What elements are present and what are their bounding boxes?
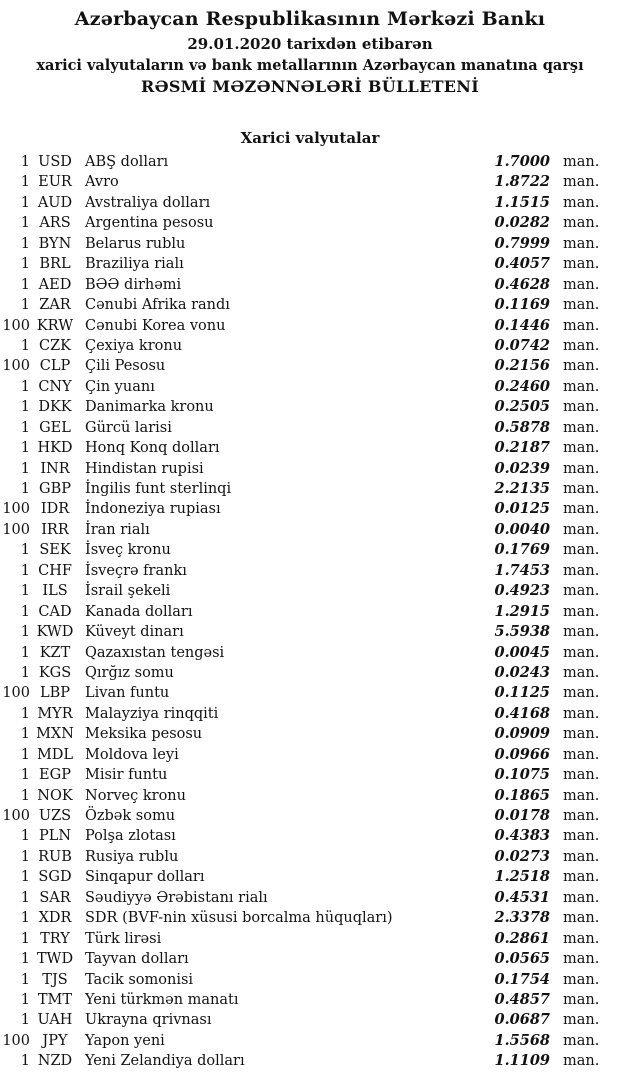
rate-row — [0, 990, 620, 1010]
rate-value-cell: 0.1754 — [494, 970, 550, 988]
quantity-cell: 1 — [20, 767, 30, 784]
quantity-cell: 1 — [20, 951, 30, 968]
rate-row — [0, 213, 620, 233]
unit-label-cell: man. — [563, 154, 600, 170]
currency-code-cell: BRL — [39, 256, 71, 273]
quantity-cell: 1 — [20, 664, 30, 681]
rate-row — [0, 418, 620, 438]
rate-row — [0, 786, 620, 806]
unit-label-cell: man. — [563, 869, 600, 886]
rate-row — [0, 152, 620, 172]
unit-label-cell: man. — [563, 828, 600, 845]
unit-label-cell: man. — [563, 1012, 600, 1029]
quantity-cell: 1 — [20, 276, 30, 293]
quantity-cell: 1 — [20, 991, 30, 1008]
currency-name-cell: Çili Pesosu — [85, 358, 166, 375]
currency-name-cell: Türk lirəsi — [85, 930, 162, 947]
rate-value-cell: 0.0045 — [494, 643, 550, 661]
currency-code-cell: KZT — [39, 644, 71, 661]
rate-row — [0, 602, 620, 622]
currency-code-cell: NZD — [37, 1053, 73, 1070]
rate-value-cell: 0.0273 — [494, 847, 550, 865]
scope-line: xarici valyutaların və bank metallarının Azərbaycan manatına qarşı — [36, 57, 584, 74]
unit-label-cell: man. — [563, 603, 600, 620]
rate-value-cell: 1.7453 — [494, 561, 550, 579]
quantity-cell: 1 — [20, 705, 30, 722]
currency-code-cell: ZAR — [39, 297, 71, 314]
rate-row — [0, 663, 620, 683]
unit-label-cell: man. — [563, 644, 600, 661]
currency-code-cell: EUR — [38, 174, 72, 191]
rate-row — [0, 561, 620, 581]
currency-name-cell: BƏƏ dirhəmi — [85, 276, 182, 293]
unit-label-cell: man. — [563, 419, 600, 436]
currency-code-cell: CNY — [38, 378, 72, 395]
currency-name-cell: Danimarka kronu — [85, 399, 214, 416]
currency-code-cell: GBP — [39, 481, 71, 497]
rate-value-cell: 0.2156 — [494, 357, 550, 375]
currency-name-cell: Çexiya kronu — [85, 337, 183, 354]
rate-row — [0, 234, 620, 254]
quantity-cell: 100 — [2, 808, 30, 824]
rate-row — [0, 929, 620, 949]
currency-code-cell: CLP — [39, 358, 71, 375]
unit-label-cell: man. — [563, 951, 600, 968]
rate-value-cell: 0.2187 — [494, 439, 550, 457]
currency-name-cell: Çin yuanı — [85, 378, 155, 395]
rate-value-cell: 0.0742 — [494, 336, 550, 354]
rate-value-cell: 0.1125 — [494, 684, 550, 702]
rate-value-cell: 0.0243 — [494, 663, 550, 681]
rate-row — [0, 643, 620, 663]
currency-name-cell: Özbək somu — [85, 808, 176, 824]
currency-code-cell: MDL — [36, 746, 74, 763]
rate-value-cell: 0.2460 — [494, 377, 550, 395]
currency-code-cell: KWD — [36, 624, 74, 641]
quantity-cell: 100 — [2, 501, 30, 518]
bank-name: Azərbaycan Respublikasının Mərkəzi Bankı — [74, 8, 546, 30]
unit-label-cell: man. — [563, 787, 600, 804]
currency-name-cell: Yeni Zelandiya dolları — [85, 1053, 245, 1070]
currency-name-cell: Malayziya rinqqiti — [85, 705, 219, 722]
currency-name-cell: ABŞ dolları — [85, 154, 169, 170]
currency-code-cell: LBP — [39, 685, 71, 702]
quantity-cell: 1 — [20, 889, 30, 906]
currency-name-cell: Misir funtu — [85, 767, 168, 784]
rate-row — [0, 745, 620, 765]
currency-name-cell: İsveç kronu — [85, 542, 171, 559]
bulletin-title: RƏSMİ MƏZƏNNƏLƏRİ BÜLLETENİ — [140, 77, 480, 96]
currency-name-cell: Honq Konq dolları — [85, 440, 220, 457]
currency-code-cell: GEL — [39, 419, 71, 436]
rate-value-cell: 1.5568 — [494, 1031, 550, 1049]
currency-name-cell: Qazaxıstan tengəsi — [85, 644, 225, 661]
rate-row — [0, 479, 620, 499]
currency-name-cell: Moldova leyi — [85, 746, 179, 763]
currency-name-cell: SDR (BVF-nin xüsusi borcalma hüquqları) — [85, 910, 393, 927]
rate-row — [0, 1031, 620, 1051]
unit-label-cell: man. — [563, 337, 600, 354]
currency-name-cell: İsrail şekeli — [85, 583, 171, 600]
quantity-cell: 1 — [20, 399, 30, 416]
quantity-cell: 1 — [20, 440, 30, 457]
rate-value-cell: 0.0178 — [494, 807, 550, 824]
quantity-cell: 1 — [20, 460, 30, 477]
currency-code-cell: HKD — [37, 440, 73, 457]
rate-value-cell: 5.5938 — [494, 623, 550, 641]
unit-label-cell: man. — [563, 583, 600, 600]
currency-code-cell: TRY — [40, 930, 70, 947]
rate-row — [0, 295, 620, 315]
currency-code-cell: USD — [38, 154, 72, 170]
rate-row — [0, 540, 620, 560]
effective-date-line: 29.01.2020 tarixdən etibarən — [187, 35, 433, 53]
currency-code-cell: MYR — [37, 705, 73, 722]
rate-row — [0, 949, 620, 969]
currency-code-cell: UZS — [38, 808, 72, 824]
quantity-cell: 100 — [2, 1032, 30, 1049]
rate-row — [0, 826, 620, 846]
rate-value-cell: 0.5878 — [494, 418, 550, 436]
currency-code-cell: IDR — [40, 501, 70, 518]
quantity-cell: 1 — [20, 481, 30, 497]
unit-label-cell: man. — [563, 889, 600, 906]
unit-label-cell: man. — [563, 194, 600, 211]
unit-label-cell: man. — [563, 746, 600, 763]
currency-code-cell: ARS — [39, 215, 71, 232]
unit-label-cell: man. — [563, 521, 600, 538]
currency-code-cell: MXN — [36, 726, 74, 743]
currency-name-cell: Gürcü larisi — [85, 419, 172, 436]
quantity-cell: 1 — [20, 194, 30, 211]
quantity-cell: 1 — [20, 542, 30, 559]
unit-label-cell: man. — [563, 848, 600, 865]
currency-name-cell: Meksika pesosu — [85, 726, 203, 743]
unit-label-cell: man. — [563, 685, 600, 702]
rate-value-cell: 0.7999 — [494, 234, 550, 252]
currency-code-cell: XDR — [38, 910, 72, 927]
currency-code-cell: EGP — [39, 767, 71, 784]
unit-label-cell: man. — [563, 767, 600, 784]
currency-code-cell: RUB — [38, 848, 72, 865]
rate-row — [0, 275, 620, 295]
currency-name-cell: İndoneziya rupiası — [85, 501, 221, 518]
currency-code-cell: CHF — [38, 562, 72, 579]
unit-label-cell: man. — [563, 1053, 600, 1070]
quantity-cell: 1 — [20, 154, 30, 170]
unit-label-cell: man. — [563, 501, 600, 518]
rate-row — [0, 172, 620, 192]
rate-value-cell: 0.2861 — [494, 929, 550, 947]
quantity-cell: 1 — [20, 644, 30, 661]
quantity-cell: 1 — [20, 624, 30, 641]
quantity-cell: 1 — [20, 971, 30, 988]
currency-code-cell: JPY — [42, 1032, 68, 1049]
rate-value-cell: 0.4383 — [494, 827, 550, 845]
rate-row — [0, 622, 620, 642]
rate-row — [0, 888, 620, 908]
quantity-cell: 100 — [2, 521, 30, 538]
currency-code-cell: SEK — [39, 542, 71, 559]
quantity-cell: 1 — [20, 235, 30, 252]
rate-value-cell: 0.1446 — [494, 316, 550, 334]
quantity-cell: 1 — [20, 256, 30, 273]
rate-value-cell: 0.4923 — [494, 582, 550, 600]
rate-value-cell: 2.3378 — [494, 909, 550, 927]
rate-value-cell: 1.2518 — [494, 868, 550, 886]
currency-code-cell: TWD — [36, 951, 74, 968]
currency-code-cell: BYN — [38, 235, 72, 252]
unit-label-cell: man. — [563, 358, 600, 375]
currency-name-cell: Norveç kronu — [85, 787, 186, 804]
currency-code-cell: UAH — [37, 1012, 73, 1029]
currency-name-cell: Küveyt dinarı — [85, 624, 184, 641]
rate-row — [0, 765, 620, 785]
currency-name-cell: Cənubi Afrika randı — [85, 297, 230, 314]
currency-code-cell: KGS — [38, 664, 72, 681]
currency-name-cell: Braziliya rialı — [85, 256, 184, 273]
rate-value-cell: 0.1865 — [494, 786, 550, 804]
currency-code-cell: CAD — [38, 603, 72, 620]
quantity-cell: 1 — [20, 787, 30, 804]
currency-name-cell: Yeni türkmən manatı — [85, 991, 239, 1008]
rate-row — [0, 254, 620, 274]
currency-code-cell: SGD — [38, 869, 72, 886]
rate-row — [0, 847, 620, 867]
rate-row — [0, 438, 620, 458]
rate-row — [0, 704, 620, 724]
unit-label-cell: man. — [563, 664, 600, 681]
rate-row — [0, 499, 620, 519]
rate-value-cell: 0.1075 — [494, 766, 550, 784]
rate-value-cell: 0.4628 — [494, 275, 550, 293]
rate-row — [0, 908, 620, 928]
unit-label-cell: man. — [563, 624, 600, 641]
currency-name-cell: Ukrayna qrivnası — [85, 1012, 212, 1029]
rate-value-cell: 0.0040 — [494, 520, 550, 538]
currency-name-cell: Rusiya rublu — [85, 848, 179, 865]
quantity-cell: 1 — [20, 828, 30, 845]
currency-code-cell: CZK — [38, 337, 71, 354]
rate-row — [0, 970, 620, 990]
unit-label-cell: man. — [563, 297, 600, 314]
currency-code-cell: PLN — [38, 828, 72, 845]
rate-value-cell: 0.2505 — [494, 398, 550, 416]
rate-value-cell: 0.4168 — [494, 704, 550, 722]
currency-name-cell: Səudiyyə Ərəbistanı rialı — [85, 889, 268, 906]
rate-value-cell: 0.0909 — [494, 725, 550, 743]
unit-label-cell: man. — [563, 726, 600, 743]
currency-name-cell: İsveçrə frankı — [85, 562, 187, 579]
currency-name-cell: Qırğız somu — [85, 664, 174, 681]
rate-value-cell: 0.0239 — [494, 459, 550, 477]
currency-code-cell: IRR — [41, 521, 69, 538]
rate-row — [0, 459, 620, 479]
currency-name-cell: Livan funtu — [85, 685, 170, 702]
unit-label-cell: man. — [563, 215, 600, 232]
quantity-cell: 1 — [20, 869, 30, 886]
currency-name-cell: Avstraliya dolları — [85, 194, 211, 211]
currency-name-cell: Tacik somonisi — [85, 971, 194, 988]
currency-name-cell: İran rialı — [85, 521, 150, 538]
quantity-cell: 100 — [2, 685, 30, 702]
rate-row — [0, 806, 620, 826]
quantity-cell: 1 — [20, 603, 30, 620]
currency-name-cell: Cənubi Korea vonu — [85, 317, 226, 334]
currency-code-cell: AED — [38, 276, 72, 293]
unit-label-cell: man. — [563, 174, 600, 191]
rate-row — [0, 316, 620, 336]
unit-label-cell: man. — [563, 991, 600, 1008]
rate-value-cell: 0.4057 — [494, 255, 550, 273]
rate-value-cell: 1.1515 — [494, 193, 550, 211]
document-header — [0, 0, 620, 98]
quantity-cell: 1 — [20, 419, 30, 436]
quantity-cell: 1 — [20, 910, 30, 927]
section-title-foreign-currencies: Xarici valyutalar — [240, 129, 380, 147]
currency-name-cell: Avro — [85, 174, 119, 191]
quantity-cell: 1 — [20, 848, 30, 865]
unit-label-cell: man. — [563, 481, 600, 497]
unit-label-cell: man. — [563, 705, 600, 722]
rate-row — [0, 520, 620, 540]
quantity-cell: 1 — [20, 215, 30, 232]
rate-row — [0, 336, 620, 356]
rate-value-cell: 2.2135 — [494, 480, 550, 497]
rate-value-cell: 1.2915 — [494, 602, 550, 620]
rate-row — [0, 1010, 620, 1030]
unit-label-cell: man. — [563, 399, 600, 416]
rate-value-cell: 0.0687 — [494, 1011, 550, 1029]
rate-row — [0, 397, 620, 417]
currency-code-cell: NOK — [37, 787, 73, 804]
currency-name-cell: Sinqapur dolları — [85, 869, 205, 886]
unit-label-cell: man. — [563, 930, 600, 947]
currency-name-cell: Belarus rublu — [85, 235, 186, 252]
unit-label-cell: man. — [563, 276, 600, 293]
currency-code-cell: DKK — [38, 399, 72, 416]
rate-row — [0, 356, 620, 376]
rate-value-cell: 0.1169 — [494, 296, 550, 314]
currency-name-cell: İngilis funt sterlinqi — [85, 481, 232, 497]
rate-value-cell: 0.0282 — [494, 214, 550, 232]
quantity-cell: 1 — [20, 746, 30, 763]
quantity-cell: 1 — [20, 378, 30, 395]
unit-label-cell: man. — [563, 235, 600, 252]
rate-value-cell: 1.1109 — [494, 1052, 550, 1070]
rate-value-cell: 0.0565 — [494, 950, 550, 968]
unit-label-cell: man. — [563, 562, 600, 579]
rate-value-cell: 0.4857 — [494, 990, 550, 1008]
unit-label-cell: man. — [563, 910, 600, 927]
exchange-rates-table — [0, 152, 620, 1072]
rate-value-cell: 1.8722 — [494, 173, 550, 191]
rate-value-cell: 0.4531 — [494, 888, 550, 906]
unit-label-cell: man. — [563, 460, 600, 477]
quantity-cell: 1 — [20, 562, 30, 579]
currency-code-cell: AUD — [37, 194, 73, 211]
unit-label-cell: man. — [563, 256, 600, 273]
quantity-cell: 1 — [20, 297, 30, 314]
unit-label-cell: man. — [563, 971, 600, 988]
rate-row — [0, 867, 620, 887]
unit-label-cell: man. — [563, 378, 600, 395]
rate-value-cell: 1.7000 — [494, 153, 550, 170]
quantity-cell: 1 — [20, 726, 30, 743]
currency-name-cell: Polşa zlotası — [85, 828, 176, 845]
currency-name-cell: Yapon yeni — [85, 1032, 165, 1049]
currency-name-cell: Argentina pesosu — [85, 215, 214, 232]
rate-row — [0, 377, 620, 397]
quantity-cell: 1 — [20, 583, 30, 600]
currency-code-cell: SAR — [39, 889, 71, 906]
currency-code-cell: KRW — [36, 317, 74, 334]
rate-row — [0, 683, 620, 703]
quantity-cell: 1 — [20, 1053, 30, 1070]
rate-value-cell: 0.0966 — [494, 745, 550, 763]
unit-label-cell: man. — [563, 1032, 600, 1049]
currency-name-cell: Hindistan rupisi — [85, 460, 204, 477]
rate-row — [0, 724, 620, 744]
currency-name-cell: Kanada dolları — [85, 603, 193, 620]
unit-label-cell: man. — [563, 440, 600, 457]
quantity-cell: 100 — [2, 317, 30, 334]
currency-code-cell: INR — [40, 460, 70, 477]
quantity-cell: 1 — [20, 337, 30, 354]
rate-value-cell: 0.1769 — [494, 541, 550, 559]
currency-name-cell: Tayvan dolları — [85, 951, 189, 968]
quantity-cell: 1 — [20, 174, 30, 191]
unit-label-cell: man. — [563, 317, 600, 334]
quantity-cell: 1 — [20, 930, 30, 947]
currency-code-cell: TMT — [37, 991, 73, 1008]
unit-label-cell: man. — [563, 542, 600, 559]
unit-label-cell: man. — [563, 808, 600, 824]
rate-row — [0, 581, 620, 601]
currency-code-cell: ILS — [42, 583, 68, 600]
rate-row — [0, 193, 620, 213]
quantity-cell: 100 — [2, 358, 30, 375]
currency-code-cell: TJS — [42, 971, 68, 988]
rate-row — [0, 1051, 620, 1071]
quantity-cell: 1 — [20, 1012, 30, 1029]
rate-value-cell: 0.0125 — [494, 500, 550, 518]
